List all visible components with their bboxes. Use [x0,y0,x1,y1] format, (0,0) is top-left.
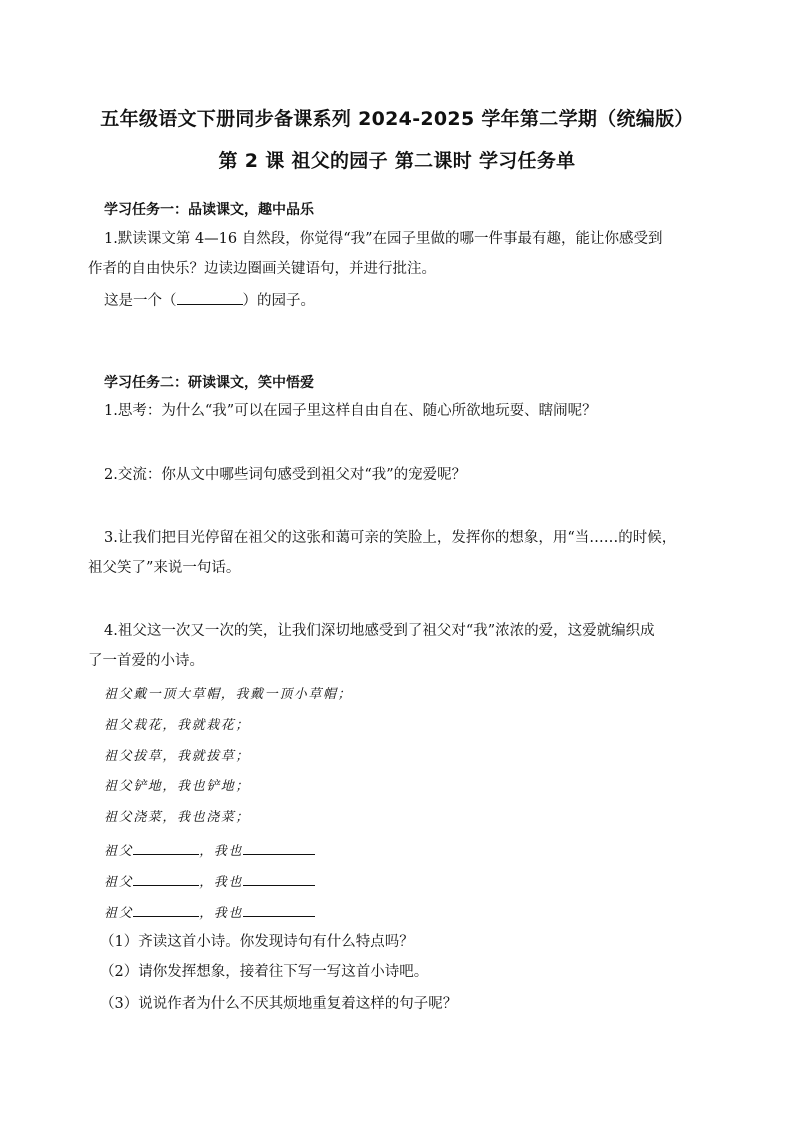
poem-line: 祖父拔草，我就拔草； [104,749,251,764]
task1-question1-line2: 作者的自由快乐？边读边圈画关键语句，并进行批注。 [88,261,436,277]
poem-line: 祖父戴一顶大草帽，我戴一顶小草帽； [104,687,353,702]
sub-question1: （1）齐读这首小诗。你发现诗句有什么特点吗？ [100,934,414,950]
task2-question3-line1: 3.让我们把目光停留在祖父的这张和蔼可亲的笑脸上，发挥你的想象，用“当……的时候， [104,530,677,546]
task1-question1-line1: 1.默读课文第 4—16 自然段，你觉得“我”在园子里做的哪一件事最有趣，能让你感受到 [104,231,663,247]
poem-line: 祖父铲地，我也铲地； [104,779,251,794]
poem-fill-a: 祖父 [104,875,134,890]
poem-line: 祖父浇菜，我也浇菜； [104,810,251,825]
poem-fill-line [104,871,315,893]
poem-blank[interactable] [243,902,315,917]
poem-blank[interactable] [243,871,315,886]
task1-fill-line [104,290,315,311]
sub-question3: （3）说说作者为什么不厌其烦地重复着这样的句子呢？ [100,996,458,1012]
poem-fill-b: ，我也 [199,875,244,890]
poem-fill-a: 祖父 [104,844,134,859]
task2-heading: 学习任务二：研读课文，笑中悟爱 [104,375,314,391]
task2-question2: 2.交流：你从文中哪些词句感受到祖父对“我”的宠爱呢？ [104,467,467,483]
poem-blank[interactable] [133,840,199,855]
lesson-title: 第 2 课 祖父的园子 第二课时 学习任务单 [218,150,576,172]
poem-fill-b: ，我也 [199,844,244,859]
sub-question2: （2）请你发挥想象，接着往下写一写这首小诗吧。 [100,964,429,980]
poem-fill-line [104,902,315,924]
poem-fill-line [104,840,315,862]
task2-question1: 1.思考：为什么“我”可以在园子里这样自由自在、随心所欲地玩耍、瞎闹呢？ [104,403,597,419]
poem-fill-a: 祖父 [104,906,134,921]
task2-question4-line2: 了一首爱的小诗。 [88,653,204,669]
task1-heading: 学习任务一：品读课文，趣中品乐 [104,202,314,218]
task2-question3-line2: 祖父笑了”来说一句话。 [88,560,241,576]
poem-fill-b: ，我也 [199,906,244,921]
poem-line: 祖父栽花，我就栽花； [104,718,251,733]
task2-question4-line1: 4.祖父这一次又一次的笑，让我们深切地感受到了祖父对“我”浓浓的爱，这爱就编织成 [104,623,655,639]
poem-blank[interactable] [133,902,199,917]
poem-blank[interactable] [243,840,315,855]
fill-prefix: 这是一个（ [104,293,177,309]
document-title: 五年级语文下册同步备课系列 2024-2025 学年第二学期（统编版） [100,108,694,130]
answer-blank[interactable] [177,290,243,305]
poem-blank[interactable] [133,871,199,886]
fill-suffix: ）的园子。 [242,293,315,309]
